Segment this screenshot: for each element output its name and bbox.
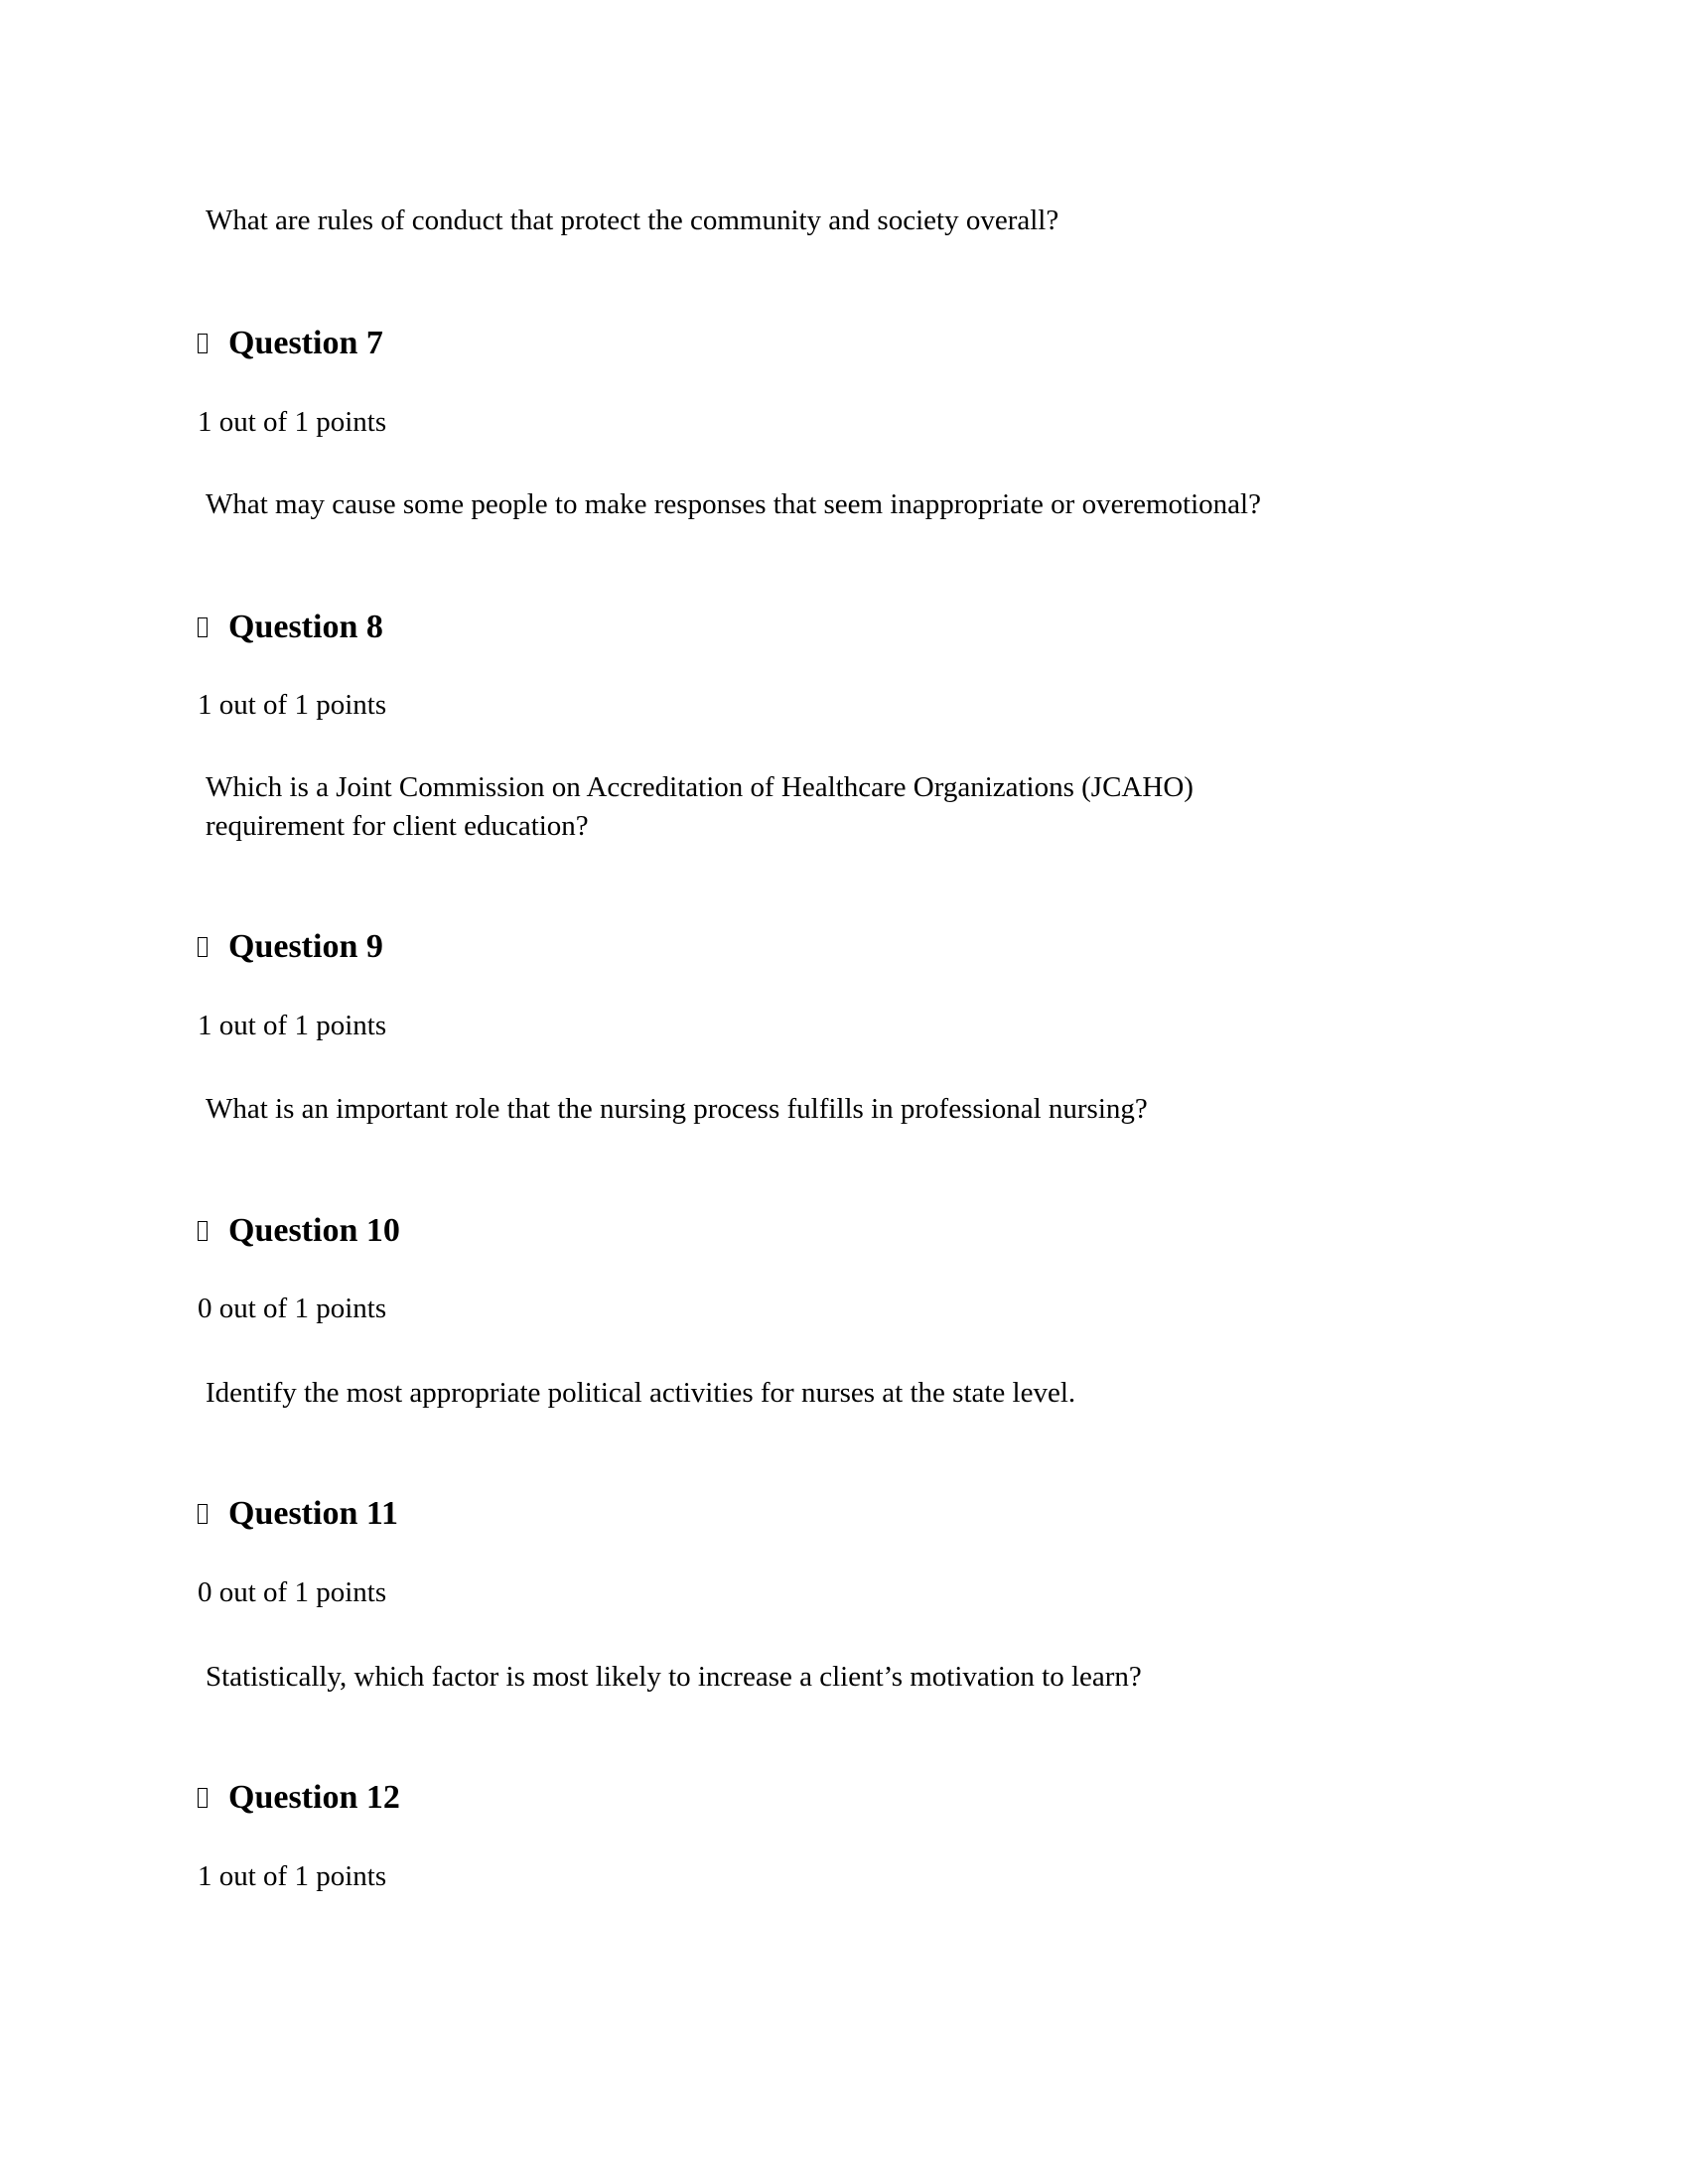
missing-glyph-icon [198, 617, 208, 637]
question-text: What is an important role that the nursing process fulfills in professional nursing? [206, 1093, 1148, 1125]
question-title: Question 9 [228, 928, 383, 965]
question-heading [198, 608, 383, 647]
question-heading [198, 1494, 398, 1534]
question-points: 1 out of 1 points [198, 1860, 387, 1892]
question-heading [198, 324, 383, 363]
question-text: Identify the most appropriate political activities for nurses at the state level. [206, 1377, 1076, 1409]
missing-glyph-icon [198, 1504, 208, 1524]
question-heading [198, 1778, 400, 1818]
question-title: Question 10 [228, 1212, 400, 1249]
question-title: Question 7 [228, 325, 383, 361]
question-text: Statistically, which factor is most likely to increase a client’s motivation to learn? [206, 1661, 1142, 1693]
question-heading [198, 927, 383, 967]
question-title: Question 8 [228, 609, 383, 645]
missing-glyph-icon [198, 937, 208, 957]
missing-glyph-icon [198, 334, 208, 353]
question-title: Question 11 [228, 1495, 398, 1532]
missing-glyph-icon [198, 1221, 208, 1241]
question-text: What may cause some people to make responses that seem inappropriate or overemotional? [206, 488, 1261, 520]
question-title: Question 12 [228, 1779, 400, 1816]
question-text: Which is a Joint Commission on Accreditation of Healthcare Organizations (JCAHO) [206, 771, 1194, 803]
question-points: 1 out of 1 points [198, 406, 387, 438]
question-text: What are rules of conduct that protect the community and society overall? [206, 205, 1059, 236]
question-text: requirement for client education? [206, 810, 589, 842]
question-points: 1 out of 1 points [198, 1010, 387, 1041]
missing-glyph-icon [198, 1788, 208, 1808]
question-heading [198, 1211, 400, 1251]
question-points: 0 out of 1 points [198, 1576, 387, 1608]
question-points: 0 out of 1 points [198, 1293, 387, 1324]
question-points: 1 out of 1 points [198, 689, 387, 721]
